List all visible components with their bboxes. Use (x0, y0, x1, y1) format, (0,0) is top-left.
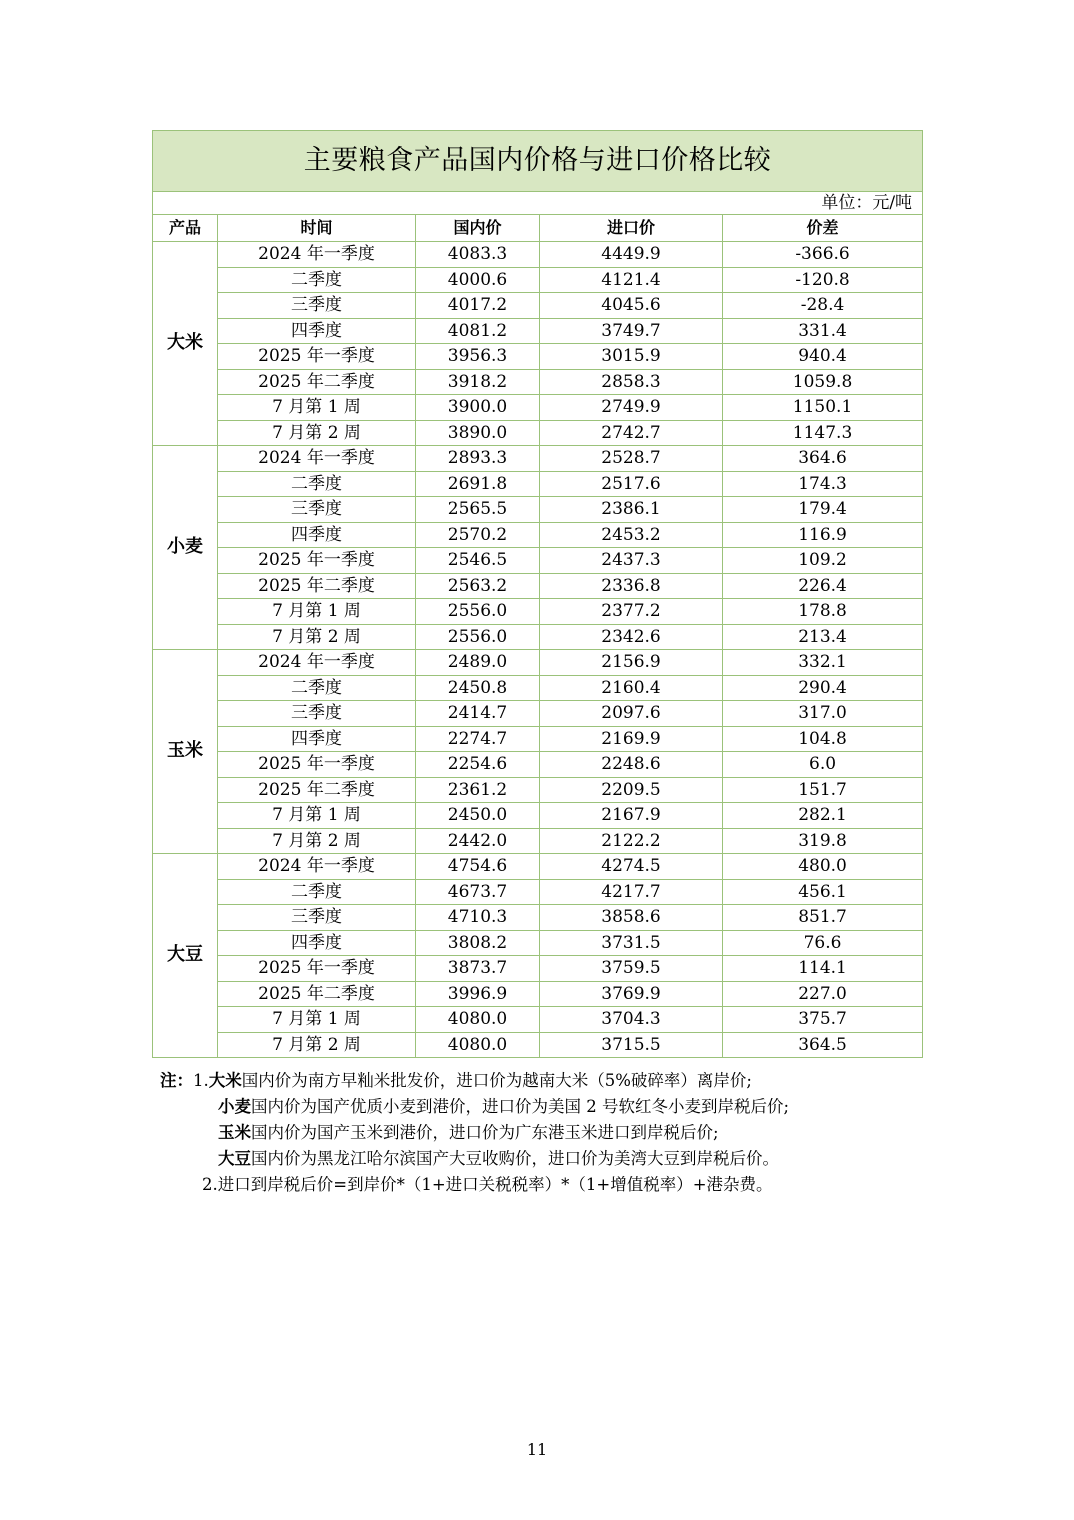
time-cell: 7 月第 1 周 (218, 395, 416, 421)
import-price-cell: 2453.2 (540, 522, 723, 548)
domestic-price-cell: 3918.2 (416, 369, 540, 395)
notes-label: 注： (160, 1071, 193, 1090)
import-price-cell: 2386.1 (540, 497, 723, 523)
import-price-cell: 2160.4 (540, 675, 723, 701)
time-cell: 2025 年二季度 (218, 777, 416, 803)
table-row (153, 318, 923, 344)
time-cell: 2025 年一季度 (218, 344, 416, 370)
table-row (153, 1032, 923, 1058)
import-price-cell: 3769.9 (540, 981, 723, 1007)
import-price-cell: 2858.3 (540, 369, 723, 395)
note-product: 玉米 (218, 1123, 251, 1142)
table-row (153, 650, 923, 676)
import-price-cell: 2437.3 (540, 548, 723, 574)
table-row (153, 1007, 923, 1033)
table-row (153, 395, 923, 421)
import-price-cell: 2156.9 (540, 650, 723, 676)
import-price-cell: 3759.5 (540, 956, 723, 982)
domestic-price-cell: 2570.2 (416, 522, 540, 548)
price-gap-cell: 364.6 (723, 446, 923, 472)
import-price-cell: 4449.9 (540, 242, 723, 268)
time-cell: 2024 年一季度 (218, 242, 416, 268)
import-price-cell: 3715.5 (540, 1032, 723, 1058)
domestic-price-cell: 3996.9 (416, 981, 540, 1007)
price-gap-cell: 1147.3 (723, 420, 923, 446)
time-cell: 2025 年二季度 (218, 369, 416, 395)
import-price-cell: 2248.6 (540, 752, 723, 778)
table-row (153, 293, 923, 319)
domestic-price-cell: 2450.8 (416, 675, 540, 701)
table-row (153, 879, 923, 905)
price-gap-cell: 290.4 (723, 675, 923, 701)
note-line-5 (160, 1172, 920, 1198)
domestic-price-cell: 4017.2 (416, 293, 540, 319)
import-price-cell: 2336.8 (540, 573, 723, 599)
import-price-cell: 4274.5 (540, 854, 723, 880)
domestic-price-cell: 4710.3 (416, 905, 540, 931)
domestic-price-cell: 3956.3 (416, 344, 540, 370)
notes (160, 1068, 920, 1198)
domestic-price-cell: 2563.2 (416, 573, 540, 599)
domestic-price-cell: 2556.0 (416, 599, 540, 625)
price-gap-cell: 319.8 (723, 828, 923, 854)
header-product: 产品 (153, 215, 218, 242)
time-cell: 7 月第 1 周 (218, 803, 416, 829)
time-cell: 7 月第 2 周 (218, 624, 416, 650)
time-cell: 2024 年一季度 (218, 854, 416, 880)
price-gap-cell: 213.4 (723, 624, 923, 650)
time-cell: 四季度 (218, 930, 416, 956)
domestic-price-cell: 4673.7 (416, 879, 540, 905)
header-price-gap: 价差 (723, 215, 923, 242)
time-cell: 二季度 (218, 471, 416, 497)
price-gap-cell: 178.8 (723, 599, 923, 625)
domestic-price-cell: 2489.0 (416, 650, 540, 676)
time-cell: 2025 年二季度 (218, 981, 416, 1007)
table-row (153, 803, 923, 829)
domestic-price-cell: 4081.2 (416, 318, 540, 344)
domestic-price-cell: 3900.0 (416, 395, 540, 421)
import-price-cell: 2342.6 (540, 624, 723, 650)
table-row (153, 675, 923, 701)
table-row (153, 701, 923, 727)
table-row (153, 930, 923, 956)
domestic-price-cell: 3873.7 (416, 956, 540, 982)
import-price-cell: 2122.2 (540, 828, 723, 854)
time-cell: 四季度 (218, 318, 416, 344)
domestic-price-cell: 4080.0 (416, 1007, 540, 1033)
price-gap-cell: -120.8 (723, 267, 923, 293)
time-cell: 二季度 (218, 879, 416, 905)
import-price-cell: 2528.7 (540, 446, 723, 472)
price-gap-cell: 364.5 (723, 1032, 923, 1058)
table-row (153, 854, 923, 880)
import-price-cell: 3015.9 (540, 344, 723, 370)
unit-row (153, 192, 923, 215)
table-row (153, 573, 923, 599)
unit-label: 单位：元/吨 (153, 192, 923, 215)
time-cell: 7 月第 2 周 (218, 420, 416, 446)
domestic-price-cell: 2414.7 (416, 701, 540, 727)
note-line-1 (160, 1068, 920, 1094)
domestic-price-cell: 2254.6 (416, 752, 540, 778)
table-row (153, 828, 923, 854)
import-price-cell: 2209.5 (540, 777, 723, 803)
header-time: 时间 (218, 215, 416, 242)
domestic-price-cell: 2274.7 (416, 726, 540, 752)
table-row (153, 777, 923, 803)
time-cell: 二季度 (218, 267, 416, 293)
time-cell: 2025 年一季度 (218, 752, 416, 778)
import-price-cell: 4217.7 (540, 879, 723, 905)
price-comparison-table-wrapper (152, 130, 922, 1058)
time-cell: 7 月第 2 周 (218, 1032, 416, 1058)
price-gap-cell: 116.9 (723, 522, 923, 548)
note-2-text: 2.进口到岸税后价=到岸价*（1+进口关税税率）*（1+增值税率）+港杂费。 (202, 1175, 773, 1194)
table-row (153, 905, 923, 931)
domestic-price-cell: 4000.6 (416, 267, 540, 293)
price-gap-cell: 331.4 (723, 318, 923, 344)
table-row (153, 471, 923, 497)
time-cell: 7 月第 1 周 (218, 599, 416, 625)
price-gap-cell: 456.1 (723, 879, 923, 905)
time-cell: 二季度 (218, 675, 416, 701)
price-gap-cell: 76.6 (723, 930, 923, 956)
note-line-2 (160, 1094, 920, 1120)
product-cell: 大豆 (153, 854, 218, 1058)
price-gap-cell: 151.7 (723, 777, 923, 803)
price-gap-cell: 104.8 (723, 726, 923, 752)
price-gap-cell: 1150.1 (723, 395, 923, 421)
import-price-cell: 2377.2 (540, 599, 723, 625)
price-gap-cell: 1059.8 (723, 369, 923, 395)
table-row (153, 242, 923, 268)
domestic-price-cell: 2442.0 (416, 828, 540, 854)
table-row (153, 752, 923, 778)
product-cell: 玉米 (153, 650, 218, 854)
table-title-row (153, 131, 923, 192)
product-cell: 小麦 (153, 446, 218, 650)
domestic-price-cell: 4754.6 (416, 854, 540, 880)
price-comparison-table (152, 130, 923, 1058)
table-row (153, 420, 923, 446)
time-cell: 四季度 (218, 522, 416, 548)
domestic-price-cell: 4083.3 (416, 242, 540, 268)
import-price-cell: 2749.9 (540, 395, 723, 421)
note-line-4 (160, 1146, 920, 1172)
table-row (153, 446, 923, 472)
price-gap-cell: 114.1 (723, 956, 923, 982)
price-gap-cell: 109.2 (723, 548, 923, 574)
import-price-cell: 3858.6 (540, 905, 723, 931)
price-gap-cell: 317.0 (723, 701, 923, 727)
price-gap-cell: 332.1 (723, 650, 923, 676)
price-gap-cell: -366.6 (723, 242, 923, 268)
table-row (153, 624, 923, 650)
time-cell: 四季度 (218, 726, 416, 752)
import-price-cell: 2169.9 (540, 726, 723, 752)
page-number: 11 (526, 1440, 548, 1459)
product-cell: 大米 (153, 242, 218, 446)
table-title: 主要粮食产品国内价格与进口价格比较 (153, 131, 923, 192)
time-cell: 7 月第 2 周 (218, 828, 416, 854)
domestic-price-cell: 2450.0 (416, 803, 540, 829)
time-cell: 7 月第 1 周 (218, 1007, 416, 1033)
note-text: 国内价为国产玉米到港价，进口价为广东港玉米进口到岸税后价; (251, 1123, 719, 1142)
table-row (153, 548, 923, 574)
import-price-cell: 2167.9 (540, 803, 723, 829)
note-product: 大米 (208, 1071, 242, 1090)
domestic-price-cell: 2893.3 (416, 446, 540, 472)
time-cell: 2025 年一季度 (218, 956, 416, 982)
import-price-cell: 2517.6 (540, 471, 723, 497)
table-row (153, 956, 923, 982)
domestic-price-cell: 4080.0 (416, 1032, 540, 1058)
note-text: 国内价为黑龙江哈尔滨国产大豆收购价，进口价为美湾大豆到岸税后价。 (251, 1149, 779, 1168)
price-gap-cell: 480.0 (723, 854, 923, 880)
import-price-cell: 3731.5 (540, 930, 723, 956)
price-gap-cell: 851.7 (723, 905, 923, 931)
table-row (153, 497, 923, 523)
time-cell: 2024 年一季度 (218, 446, 416, 472)
table-row (153, 522, 923, 548)
time-cell: 三季度 (218, 701, 416, 727)
table-row (153, 344, 923, 370)
price-gap-cell: 6.0 (723, 752, 923, 778)
price-gap-cell: 174.3 (723, 471, 923, 497)
time-cell: 三季度 (218, 293, 416, 319)
note-text: 国内价为南方早籼米批发价，进口价为越南大米（5%破碎率）离岸价; (241, 1071, 752, 1090)
price-gap-cell: -28.4 (723, 293, 923, 319)
price-gap-cell: 226.4 (723, 573, 923, 599)
import-price-cell: 4045.6 (540, 293, 723, 319)
note-line-3 (160, 1120, 920, 1146)
time-cell: 三季度 (218, 905, 416, 931)
time-cell: 三季度 (218, 497, 416, 523)
note-product: 小麦 (218, 1097, 251, 1116)
table-row (153, 981, 923, 1007)
table-row (153, 726, 923, 752)
domestic-price-cell: 3890.0 (416, 420, 540, 446)
import-price-cell: 3704.3 (540, 1007, 723, 1033)
table-row (153, 267, 923, 293)
import-price-cell: 2097.6 (540, 701, 723, 727)
domestic-price-cell: 3808.2 (416, 930, 540, 956)
price-gap-cell: 179.4 (723, 497, 923, 523)
header-row (153, 215, 923, 242)
import-price-cell: 4121.4 (540, 267, 723, 293)
import-price-cell: 3749.7 (540, 318, 723, 344)
header-import-price: 进口价 (540, 215, 723, 242)
domestic-price-cell: 2565.5 (416, 497, 540, 523)
note-1-prefix: 1. (193, 1071, 209, 1090)
domestic-price-cell: 2556.0 (416, 624, 540, 650)
price-gap-cell: 375.7 (723, 1007, 923, 1033)
table-row (153, 369, 923, 395)
header-domestic-price: 国内价 (416, 215, 540, 242)
time-cell: 2025 年二季度 (218, 573, 416, 599)
table-row (153, 599, 923, 625)
price-gap-cell: 282.1 (723, 803, 923, 829)
domestic-price-cell: 2361.2 (416, 777, 540, 803)
domestic-price-cell: 2691.8 (416, 471, 540, 497)
price-gap-cell: 940.4 (723, 344, 923, 370)
note-text: 国内价为国产优质小麦到港价，进口价为美国 2 号软红冬小麦到岸税后价; (251, 1097, 790, 1116)
domestic-price-cell: 2546.5 (416, 548, 540, 574)
time-cell: 2025 年一季度 (218, 548, 416, 574)
note-product: 大豆 (218, 1149, 251, 1168)
price-gap-cell: 227.0 (723, 981, 923, 1007)
import-price-cell: 2742.7 (540, 420, 723, 446)
time-cell: 2024 年一季度 (218, 650, 416, 676)
